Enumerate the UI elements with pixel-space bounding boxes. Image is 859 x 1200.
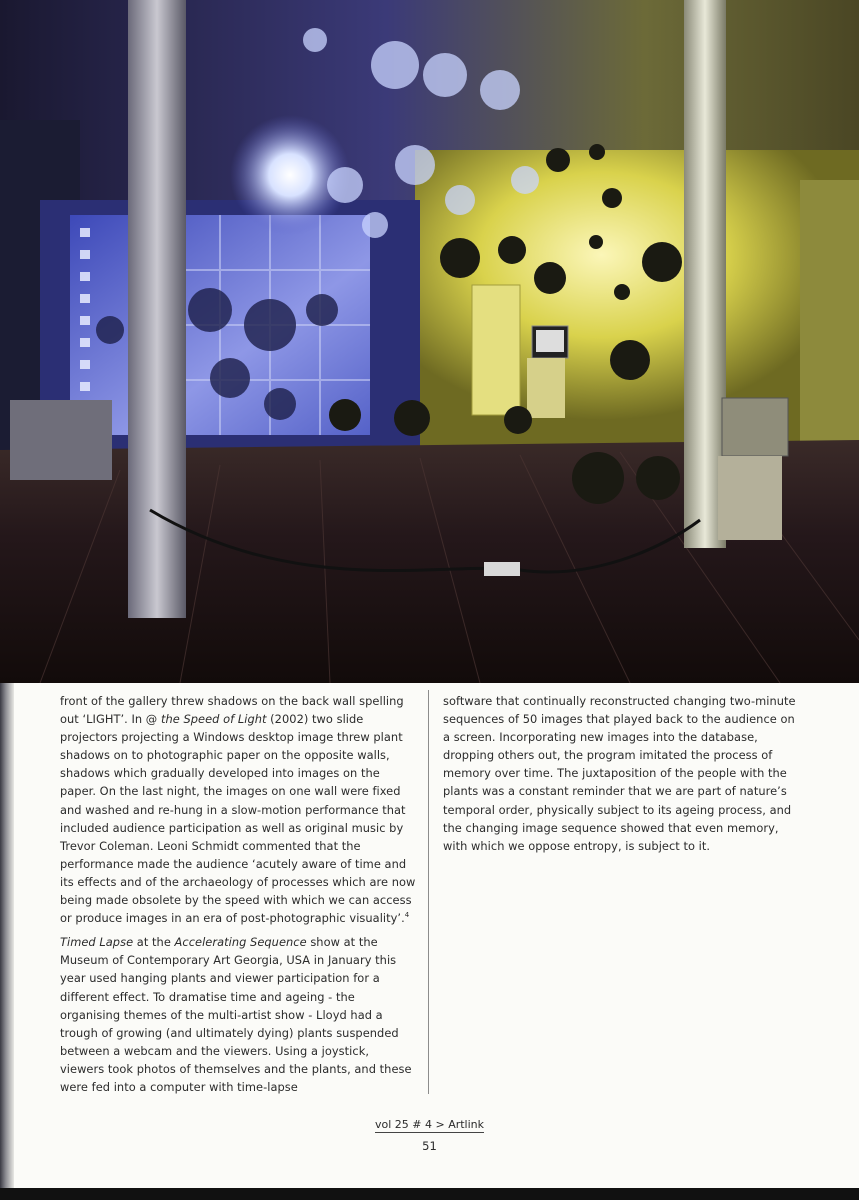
footnote-marker[interactable]: 4 xyxy=(404,911,410,920)
work-title: the Speed of Light xyxy=(160,712,267,727)
column-divider xyxy=(428,690,429,1094)
paragraph-text: show at the Museum of Contemporary Art Georgia, USA in January this year used hanging plants and viewer participation for a different effect. To dramatise time and ageing - the organising themes of the multi-artist show - Lloyd had a trough of growing (and ultimately dying) plants suspended between a webcam and the viewers. Using a joystick, viewers took photos of themselves and the plants, and these were fed into a computer with time-lapse xyxy=(60,935,412,1094)
show-title: Accelerating Sequence xyxy=(174,935,307,950)
work-title: Timed Lapse xyxy=(60,935,134,950)
paragraph-text: at the xyxy=(133,935,175,950)
article-paragraph xyxy=(60,933,416,1096)
paragraph-text: front of the gallery threw shadows on the back wall spelling out ‘LIGHT’. In @ xyxy=(60,694,404,727)
page-bottom-edge xyxy=(0,1188,859,1200)
paragraph-text: (2002) two slide projectors projecting a Windows desktop image threw plant shadows on to photographic paper on the opposite walls, shadows which gradually developed into images on the paper. On the last night, the images on one wall were fixed and washed and re-hung in a slow-motion performance that included audience participation as well as original music by Trevor Coleman. Leoni Schmidt commented that the performance made the audience ‘acutely aware of time and its effects and of the archaeology of processes which are now being made obsolete by the speed with which we can access or produce images in an era of post-photographic visuality’. xyxy=(60,712,416,926)
publication-line: vol 25 # 4 > Artlink xyxy=(374,1118,485,1131)
article-paragraph: software that continually reconstructed changing two-minute sequences of 50 images that played back to the audience on a screen. Incorporating new images into the database, dropping others out, the program imitated the process of memory over time. The juxtaposition of the people with the plants was a constant reminder that we are part of nature’s temporal order, physically subject to its ageing process, and the changing image sequence showed that even memory, with which we oppose entropy, is subject to it. xyxy=(443,694,796,853)
article-right-column xyxy=(443,692,805,855)
article-left-column xyxy=(60,692,416,1096)
page-number: 51 xyxy=(422,1139,437,1153)
article-paragraph xyxy=(60,692,416,927)
running-footer xyxy=(0,1118,859,1131)
